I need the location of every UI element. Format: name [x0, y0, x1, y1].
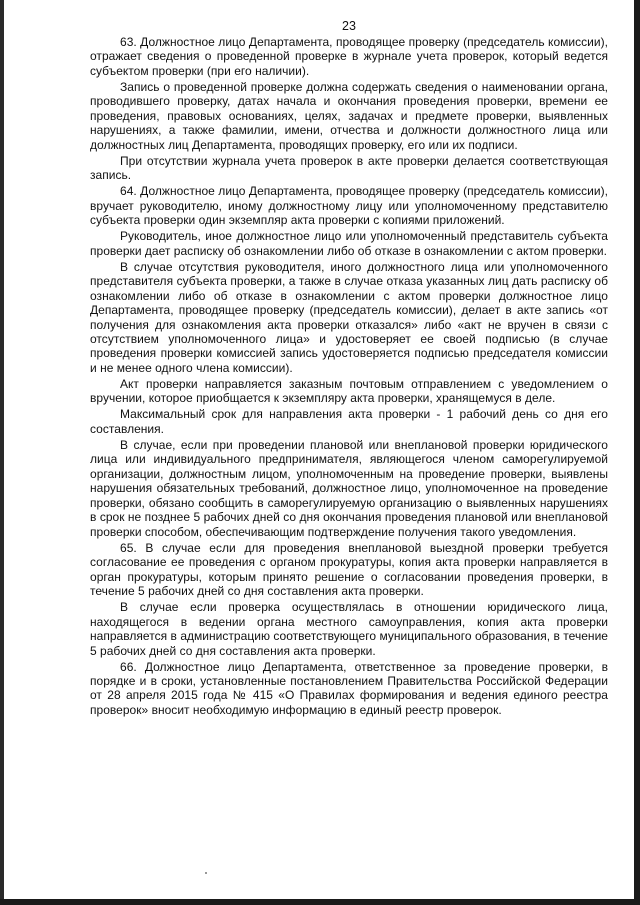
- scan-edge-bottom: [0, 899, 640, 905]
- page-number: 23: [342, 19, 356, 33]
- paragraph-66: 66. Должностное лицо Департамента, ответственное за проведение проверки, в порядке и в сроки, установленные постановлением Правительства Российской Федерации от 28 апреля 2015 года № 415 «О Правилах формирования и ведения единого реестра проверок» вносит необходимую информацию в единый реестр проверок.: [90, 659, 608, 717]
- scan-edge-left: [0, 0, 4, 905]
- paragraph-receipt: Руководитель, иное должностное лицо или уполномоченный представитель субъекта проверки дает расписку об ознакомлении либо об отказе в ознакомлении с актом проверки.: [90, 229, 608, 258]
- paragraph-65: 65. В случае если для проведения внеплановой выездной проверки требуется согласование ее проведения с органом прокуратуры, копия акта проверки направляется в орган прокуратуры, которым принято решение о согласовании проведения проверки, в течение 5 рабочих дней со дня составления акта проверки.: [90, 540, 608, 599]
- paragraph-municipal: В случае если проверка осуществлялась в отношении юридического лица, находящегося в ведении органа местного самоуправления, копия акта проверки направляется в администрацию соответствующего муниципального образования, в течение 5 рабочих дней со дня составления акта проверки.: [90, 600, 608, 658]
- document-page: [90, 18, 608, 719]
- scan-speck: [205, 872, 207, 874]
- paragraph-no-journal: При отсутствии журнала учета проверок в акте проверки делается соответствующая запись.: [90, 153, 608, 183]
- paragraph-max-term: Максимальный срок для направления акта проверки - 1 рабочий день со дня его составления.: [90, 407, 608, 436]
- scan-edge-right: [634, 0, 640, 905]
- paragraph-registered-mail: Акт проверки направляется заказным почтовым отправлением с уведомлением о вручении, которое приобщается к экземпляру акта проверки, хранящемуся в деле.: [90, 376, 608, 406]
- paragraph-63: 63. Должностное лицо Департамента, проводящее проверку (председатель комиссии), отражает сведения о проведенной проверке в журнале учета проверок, который ведется субъектом проверки (при его наличии).: [90, 35, 608, 78]
- paragraph-record-contents: Запись о проведенной проверке должна содержать сведения о наименовании органа, проводившего проверку, датах начала и окончания проведения проверки, времени ее проведения, правовых основаниях, целях, задачах и предмете проверки, выявленных нарушениях, а также фамилии, имени, отчества и должности должностного лица или должностных лиц Департамента, проводящих проверку, его или их подписи.: [90, 79, 608, 152]
- paragraph-sro-notification: В случае, если при проведении плановой или внеплановой проверки юридического лица или индивидуального предпринимателя, являющегося членом саморегулируемой организации, должностным лицом, уполномоченным на проведение проверки, выявлены нарушения обязательных требований, должностное лицо, уполномоченное на проведение проверки, обязано сообщить в саморегулируемую организацию о выявленных нарушениях в срок не позднее 5 рабочих дней со дня окончания проведения плановой или внеплановой проверки способом, обеспечивающим подтверждение получения такого уведомления.: [90, 437, 608, 539]
- paragraph-absence-refusal: В случае отсутствия руководителя, иного должностного лица или уполномоченного представителя субъекта проверки, а также в случае отказа указанных лиц дать расписку об ознакомлении либо об отказе в ознакомлении с актом проверки должностное лицо Департамента, проводящее проверку (председатель комиссии), делает в акте запись «от получения для ознакомления акта проверки отказался» либо «акт не вручен в связи с отсутствием уполномоченного лица» и удостоверяет ее своей подписью (в случае проведения проверки комиссией запись удостоверяется подписью председателя комиссии и не менее одного члена комиссии).: [90, 259, 608, 375]
- paragraph-64: 64. Должностное лицо Департамента, проводящее проверку (председатель комиссии), вручает руководителю, иному должностному лицу или уполномоченному представителю субъекта проверки один экземпляр акта проверки с копиями приложений.: [90, 184, 608, 228]
